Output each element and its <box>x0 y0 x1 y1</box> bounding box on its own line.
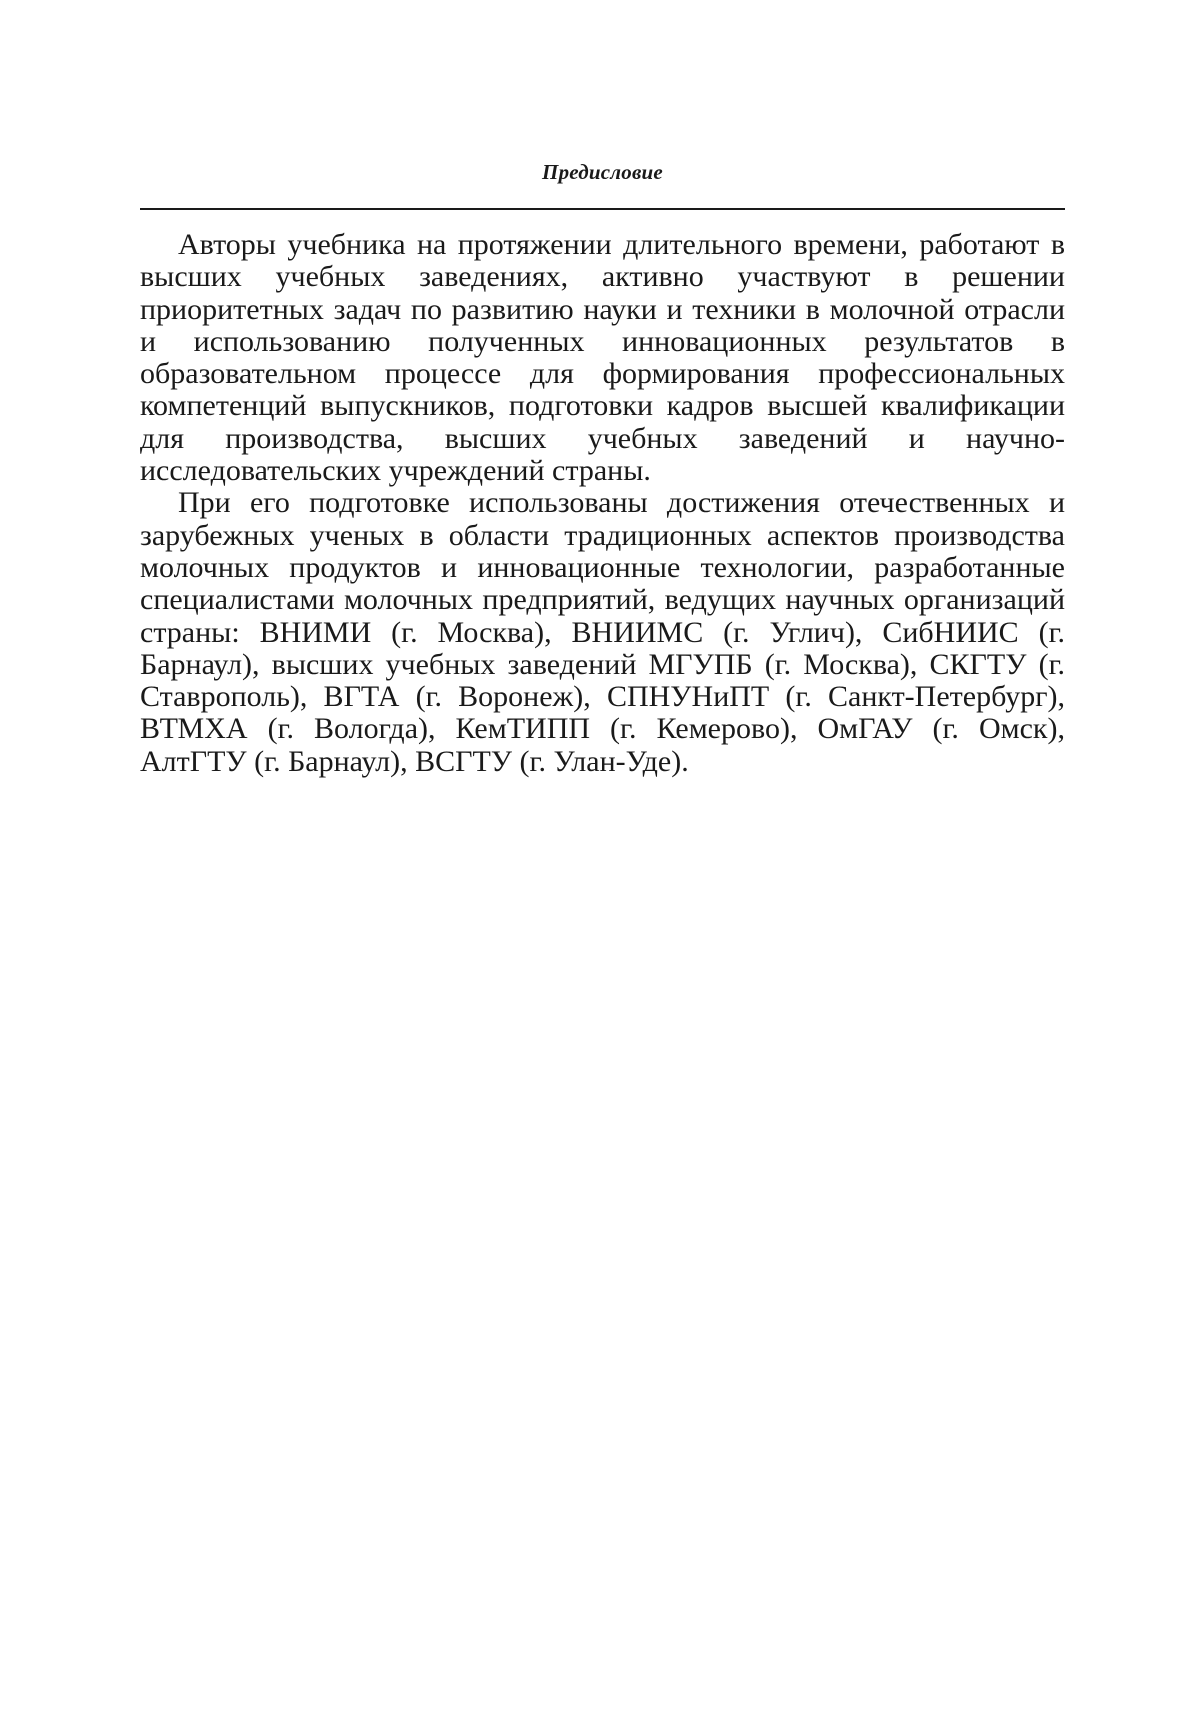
running-title: Предисловие <box>542 160 663 184</box>
header-rule <box>140 208 1065 210</box>
paragraph-2: При его подготовке использованы достижения отечественных и зарубежных ученых в области традиционных аспектов производства молочных продуктов и инновационные технологии, разработанные специалистами молочных предприятий, ведущих научных организаций страны: ВНИМИ (г. Москва), ВНИИМС (г. Углич), СибНИИС (г. Барнаул), высших учебных заведений МГУПБ (г. Москва), СКГТУ (г. Ставрополь), ВГТА (г. Воронеж), СПНУНиПТ (г. Санкт-Петербург), ВТМХА (г. Вологда), КемТИПП (г. Кемерово), ОмГАУ (г. Омск), АлтГТУ (г. Барнаул), ВСГТУ (г. Улан-Уде). <box>140 486 1065 778</box>
body-text <box>140 229 1065 778</box>
paragraph-1: Авторы учебника на протяжении длительного времени, работают в высших учебных заведениях, активно участвуют в решении приоритетных задач по развитию науки и техники в молочной отрасли и использованию полученных инновационных результатов в образовательном процессе для формирования профессиональных компетенций выпускников, подготовки кадров высшей квалификации для производства, высших учебных заведений и научно-исследовательских учреждений страны. <box>140 228 1065 488</box>
